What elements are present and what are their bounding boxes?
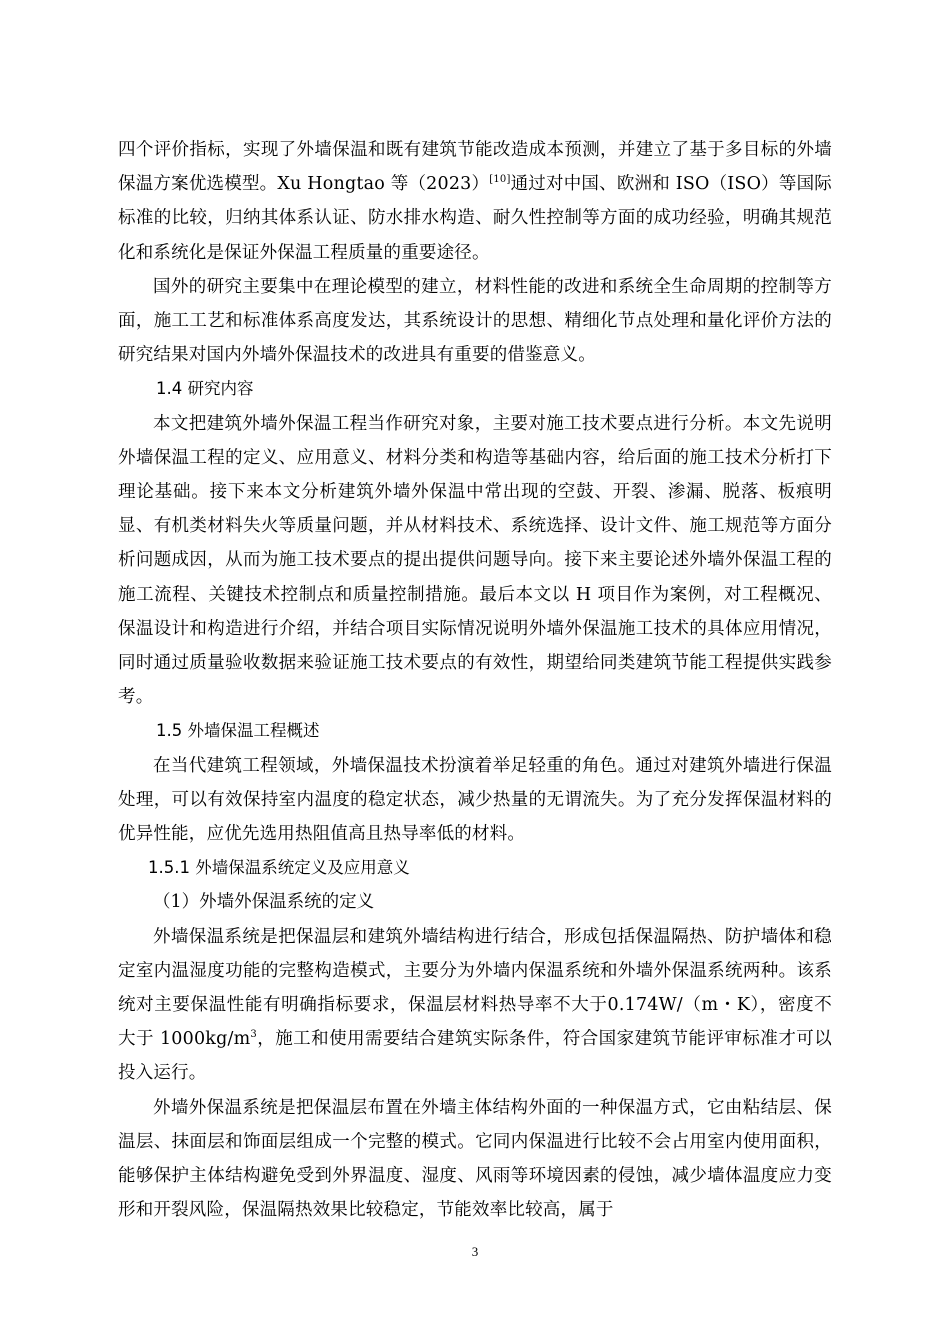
paragraph-text: ，施工和使用需要结合建筑实际条件，符合国家建筑节能评审标准才可以投入运行。: [118, 1029, 832, 1084]
section-heading-1-5-1: 1.5.1 外墙保温系统定义及应用意义: [148, 858, 410, 878]
paragraph-text: 通过对中国、欧洲和 ISO（ISO）等国际标准的比较，归纳其体系认证、防水排水构造、耐久性控制等方面的成功经验，明确其规范化和系统化是保证外保温工程质量的重要途径。: [118, 174, 833, 263]
paragraph-text: 外墙保温系统是把保温层和建筑外墙结构进行结合，形成包括保温隔热、防护墙体和稳定室内温湿度功能的完整构造模式，主要分为外墙内保温系统和外墙外保温系统两种。该系统对主要保温性能有明确指标要求，保温层材料热导率不大于0.174W/（m・K），密度不大于 1000kg/m: [118, 926, 832, 1050]
superscript-exponent: 3: [250, 1029, 257, 1041]
citation-reference: [10]: [489, 174, 511, 186]
section-heading-1-4: 1.4 研究内容: [156, 379, 254, 399]
paragraph-external-insulation: 外墙外保温系统是把保温层布置在外墙主体结构外面的一种保温方式，它由粘结层、保温层、抹面层和饰面层组成一个完整的模式。它同内保温进行比较不会占用室内使用面积，能够保护主体结构避免受到外界温度、湿度、风雨等环境因素的侵蚀，减少墙体温度应力变形和开裂风险，保温隔热效果比较稳定，节能效率比较高，属于: [118, 1097, 832, 1221]
paragraph-system-definition: [118, 920, 832, 1091]
paragraph-text: 四个评价指标，实现了外墙保温和既有建筑节能改造成本预测，并建立了基于多目标的外墙保温方案优选模型。Xu Hongtao 等（2023）: [118, 140, 832, 195]
paragraph-research-content: 本文把建筑外墙外保温工程当作研究对象，主要对施工技术要点进行分析。本文先说明外墙保温工程的定义、应用意义、材料分类和构造等基础内容，给后面的施工技术分析打下理论基础。接下来本文分析建筑外墙外保温中常出现的空鼓、开裂、渗漏、脱落、板痕明显、有机类材料失火等质量问题，并从材料技术、系统选择、设计文件、施工规范等方面分析问题成因，从而为施工技术要点的提出提供问题导向。接下来主要论述外墙外保温工程的施工流程、关键技术控制点和质量控制措施。最后本文以 H 项目作为案例，对工程概况、保温设计和构造进行介绍，并结合项目实际情况说明外墙外保温施工技术的具体应用情况，同时通过质量验收数据来验证施工技术要点的有效性，期望给同类建筑节能工程提供实践参考。: [118, 413, 832, 708]
paragraph-continued: [118, 133, 832, 270]
section-heading-1-5: 1.5 外墙保温工程概述: [156, 721, 320, 741]
subheading-definition: （1）外墙外保温系统的定义: [153, 892, 375, 913]
paragraph-overview: 在当代建筑工程领域，外墙保温技术扮演着举足轻重的角色。通过对建筑外墙进行保温处理，可以有效保持室内温度的稳定状态，减少热量的无谓流失。为了充分发挥保温材料的优异性能，应优先选用热阻值高且热导率低的材料。: [118, 755, 832, 845]
page-number: 3: [471, 1244, 479, 1259]
body-text: [118, 133, 832, 1228]
paragraph-foreign-research-summary: 国外的研究主要集中在理论模型的建立，材料性能的改进和系统全生命周期的控制等方面，施工工艺和标准体系高度发达，其系统设计的思想、精细化节点处理和量化评价方法的研究结果对国内外墙外保温技术的改进具有重要的借鉴意义。: [118, 276, 832, 366]
